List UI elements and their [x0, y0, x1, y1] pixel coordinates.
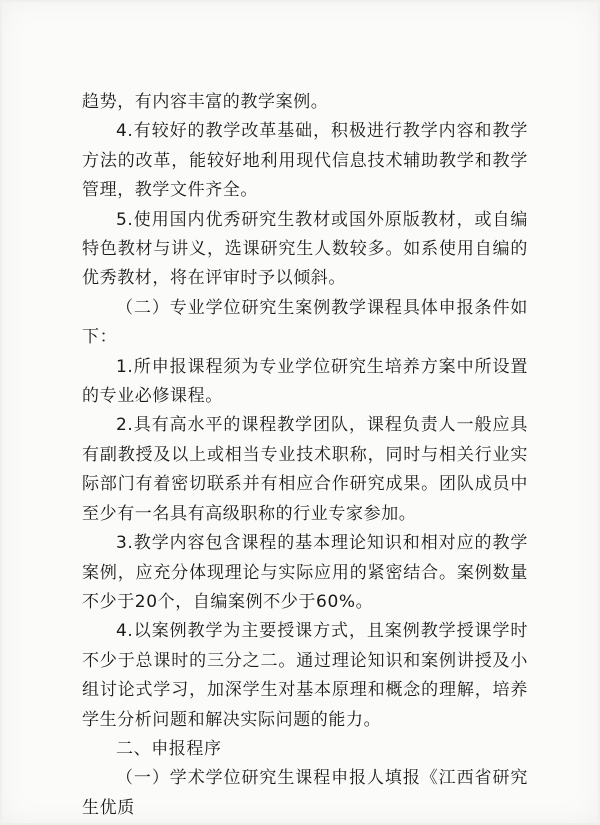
paragraph-item-1-required-course: 1.所申报课程须为专业学位研究生培养方案中所设置的专业必修课程。: [82, 356, 528, 407]
paragraph-item-5-textbooks: 5.使用国内优秀研究生教材或国外原版教材，或自编特色教材与讲义，选课研究生人数较多。如系使用自编的优秀教材，将在评审时予以倾斜。: [82, 209, 528, 289]
paragraph-item-4-case-teaching: 4.以案例教学为主要授课方式，且案例教学授课学时不少于总课时的三分之二。通过理论知识和案例讲授及小组讨论式学习，加深学生对基本原理和概念的理解，培养学生分析问题和解决实际问题的能力。: [82, 621, 528, 730]
section-heading-academic-degree-application: （一）学术学位研究生课程申报人填报《江西省研究生优质: [82, 768, 528, 818]
document-body: [82, 88, 528, 823]
section-heading-application-procedure: 二、申报程序: [116, 738, 222, 759]
paragraph-item-4-teaching-reform: 4.有较好的教学改革基础，积极进行教学内容和教学方法的改革，能较好地利用现代信息技术辅助教学和教学管理，教学文件齐全。: [82, 121, 528, 201]
paragraph-item-3-teaching-content: 3.教学内容包含课程的基本理论知识和相对应的教学案例，应充分体现理论与实际应用的紧密结合。案例数量不少于20个，自编案例不少于60%。: [82, 533, 528, 612]
section-heading-professional-degree: （二）专业学位研究生案例教学课程具体申报条件如下：: [82, 297, 528, 348]
paragraph-continuation: 趋势，有内容丰富的教学案例。: [82, 92, 329, 112]
paragraph-item-2-teaching-team: 2.具有高水平的课程教学团队，课程负责人一般应具有副教授及以上或相当专业技术职称，同时与相关行业实际部门有着密切联系并有相应合作研究成果。团队成员中至少有一名具有高级职称的行业专家参加。: [82, 415, 528, 524]
